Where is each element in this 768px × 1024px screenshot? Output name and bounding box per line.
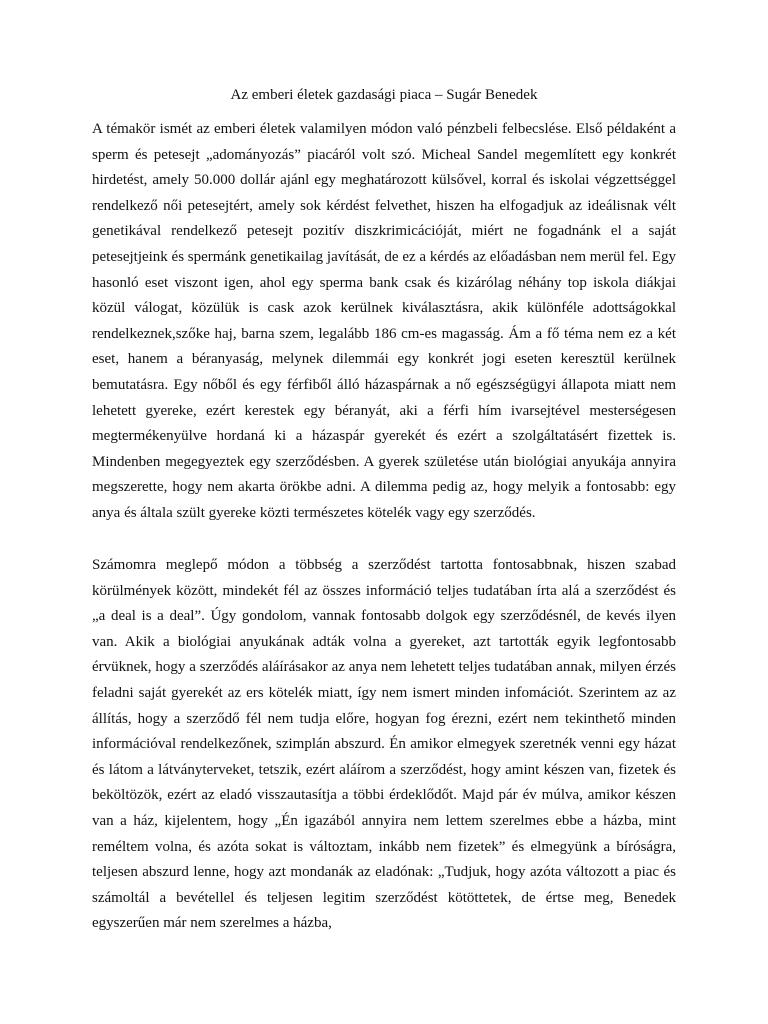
paragraph-2: Számomra meglepő módon a többség a szerződést tartotta fontosabbnak, hiszen szabad körülmények között, mindekét fél az összes információ teljes tudatában írta alá a szerződést és „a deal is a deal”. Úgy gondolom, vannak fontosabb dolgok egy szerződésnél, de kevés ilyen van. Akik a biológiai anyukának adták volna a gyereket, azt tartották egyik legfontosabb érvüknek, hogy a szerződés aláírásakor az anya nem lehetett teljes tudatában annak, milyen érzés feladni saját gyerekét az ers kötelék miatt, így nem ismert minden infomációt. Szerintem az az állítás, hogy a szerződő fél nem tudja előre, hogyan fog érezni, ezért nem tekinthető minden információval rendelkezőnek, szimplán abszurd. Én amikor elmegyek szeretnék venni egy házat és látom a látványterveket, tetszik, ezért aláírom a szerződést, hogy amint készen van, fizetek és beköltözök, ezért az eladó visszautasítja a többi érdeklődőt. Majd pár év múlva, amikor készen van a ház, kijelentem, hogy „Én igazából annyira nem lettem szerelmes ebbe a házba, mint reméltem volna, és azóta sokat is változtam, inkább nem fizetek” és elmegyünk a bíróságra, teljesen abszurd lenne, hogy azt mondanák az eladónak: „Tudjuk, hogy azóta változott a piac és számoltál a bevétellel és teljesen legitim szerződést kötöttetek, de értse meg, Benedek egyszerűen már nem szerelmes a házba,: [92, 557, 676, 932]
paragraph-1: A témakör ismét az emberi életek valamilyen módon való pénzbeli felbecslése. Első példaként a sperm és petesejt „adományozás” piacáról volt szó. Micheal Sandel megemlített egy konkrét hirdetést, amely 50.000 dollár ajánl egy meghatározott külsővel, korral és iskolai végzettséggel rendelkező női petesejtért, amely sok kérdést felvethet, hiszen ha elfogadjuk az ideálisnak vélt genetikával rendelkező petesejt pozitív diszkrimicációját, miért ne fogadnánk el a saját petesejtjeink és spermánk genetikailag javítását, de ez a kérdés az előadásban nem merül fel. Egy hasonló eset viszont igen, ahol egy sperma bank csak és kizárólag néhány top iskola diákjai közül válogat, közülük is cask azok kerülnek kiválasztásra, akik különféle adottságokkal rendelkeznek,szőke haj, barna szem, legalább 186 cm-es magasság. Ám a fő téma nem ez a két eset, hanem a béranyaság, melynek dilemmái egy konkrét jogi eseten keresztül kerülnek bemutatásra. Egy nőből és egy férfiből álló házaspárnak a nő egészségügyi állapota miatt nem lehetett gyereke, ezért kerestek egy béranyát, aki a férfi hím ivarsejtével mesterségesen megtermékenyülve hordaná ki a házaspár gyerekét és ezért a szolgáltatásért fizettek is. Mindenben megegyeztek egy szerződésben. A gyerek születése után biológiai anyukája annyira megszerette, hogy nem akarta örökbe adni. A dilemma pedig az, hogy melyik a fontosabb: egy anya és általa szült gyereke közti természetes kötelék vagy egy szerződés.: [92, 121, 676, 521]
document-title: Az emberi életek gazdasági piaca – Sugár Benedek: [230, 87, 538, 103]
